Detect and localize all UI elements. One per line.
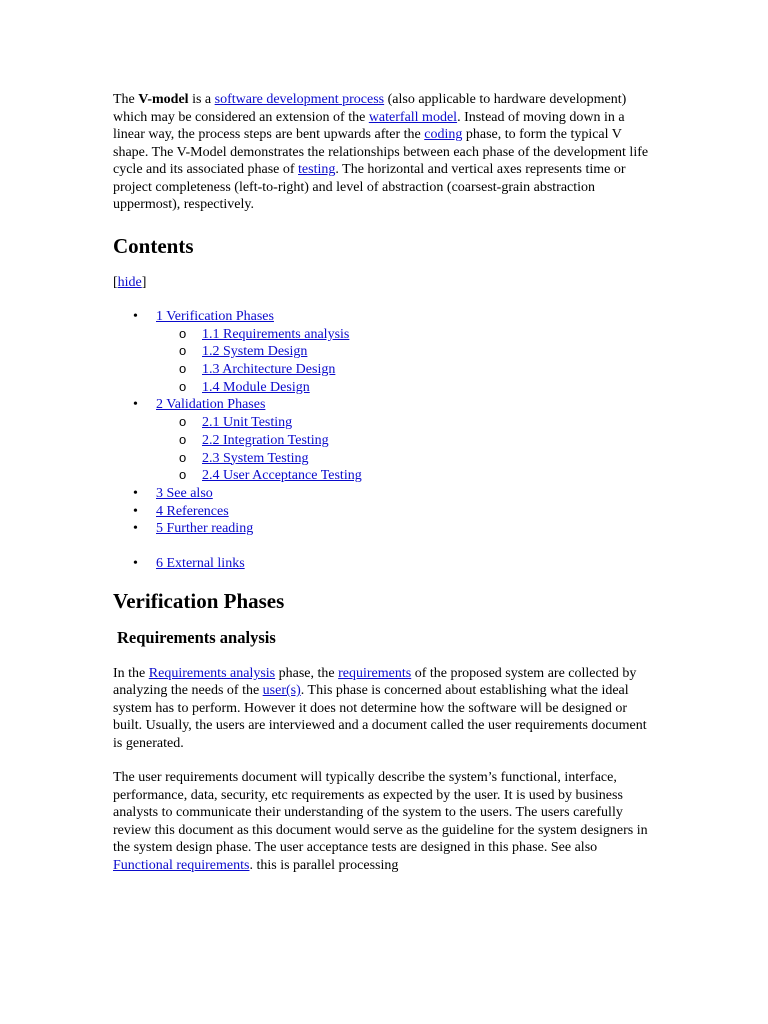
toc-item — [113, 555, 653, 573]
toc-link-user-acceptance-testing[interactable]: 2.4 User Acceptance Testing — [202, 468, 362, 484]
intro-paragraph — [113, 91, 653, 214]
toc-item — [113, 361, 653, 379]
intro-text: is a — [188, 92, 215, 107]
toc-link-see-also[interactable]: 3 See also — [156, 485, 213, 501]
requirements-analysis-link[interactable]: Requirements analysis — [148, 665, 276, 681]
software-development-process-link[interactable]: software development process — [214, 92, 385, 107]
toc-item — [113, 343, 653, 361]
users-link[interactable]: user(s) — [262, 683, 301, 699]
intro-text: phase, to form the typical V shape. The V-Model demonstrates the relationships between each phase of the development life cycle and its associated phase of — [113, 127, 649, 177]
toc-item — [113, 379, 653, 397]
requirements-link[interactable]: requirements — [338, 665, 412, 681]
toc-link-external-links[interactable]: 6 External links — [156, 555, 245, 571]
toc-link-unit-testing[interactable]: 2.1 Unit Testing — [202, 415, 293, 431]
toc-toggle — [113, 274, 653, 292]
body-text: The user requirements document will typically describe the system’s functional, interface, performance, data, security, etc requirements as expected by the user. It is used by business analysts to communicate their understanding of the system to the users. The users carefully review this document as this document would serve as the guideline for the system designers in the system design phase. The user acceptance tests are designed in this phase. See also — [113, 770, 648, 856]
body-text: phase, the — [275, 665, 339, 681]
toc-link-verification-phases[interactable]: 1 Verification Phases — [156, 309, 274, 324]
toc-item — [113, 503, 653, 521]
toc-link-architecture-design[interactable]: 1.3 Architecture Design — [202, 362, 336, 378]
toc-item — [113, 326, 653, 344]
v-model-term: V-model — [138, 92, 189, 107]
hide-toc-link[interactable]: hide — [117, 274, 142, 290]
toc-item — [113, 485, 653, 503]
body-text: In the — [113, 665, 149, 681]
toc-item — [113, 520, 653, 538]
requirements-paragraph-2 — [113, 769, 653, 874]
toc-item — [113, 467, 653, 485]
toc-link-integration-testing[interactable]: 2.2 Integration Testing — [202, 432, 329, 448]
toc-item — [113, 432, 653, 450]
verification-phases-heading: Verification Phases — [113, 588, 285, 613]
toc-link-references[interactable]: 4 References — [156, 503, 229, 519]
bracket-close: ] — [141, 274, 147, 290]
body-text: . this is parallel processing — [249, 857, 399, 873]
toc-item — [113, 308, 653, 326]
toc-link-further-reading[interactable]: 5 Further reading — [156, 521, 254, 537]
toc-item — [113, 396, 653, 414]
contents-heading: Contents — [113, 233, 194, 258]
toc-item — [113, 450, 653, 468]
intro-text: . Instead of moving down in a linear way, the process steps are bent upwards after the — [113, 109, 625, 142]
intro-text: . The horizontal and vertical axes represents time or project completeness (left-to-right) and level of abstraction (coarsest-grain abstraction uppermost), respectively. — [113, 162, 626, 212]
bracket-open: [ — [113, 274, 118, 290]
toc-link-system-testing[interactable]: 2.3 System Testing — [202, 450, 309, 466]
toc-link-module-design[interactable]: 1.4 Module Design — [202, 379, 310, 395]
intro-text: (also applicable to hardware development) which may be considered an extension of the — [113, 92, 627, 125]
body-text: . This phase is concerned about establishing what the ideal system has to perform. However it does not determine how the software will be designed or built. Usually, the users are interviewed and a document called the user requirements document is generated. — [113, 683, 647, 751]
coding-link[interactable]: coding — [424, 127, 463, 142]
toc-link-requirements-analysis[interactable]: 1.1 Requirements analysis — [202, 326, 350, 342]
body-text: of the proposed system are collected by analyzing the needs of the — [113, 665, 637, 699]
toc-link-system-design[interactable]: 1.2 System Design — [202, 344, 308, 360]
toc-link-validation-phases[interactable]: 2 Validation Phases — [156, 397, 266, 413]
requirements-analysis-heading: Requirements analysis — [117, 627, 276, 647]
toc-item — [113, 414, 653, 432]
intro-text: The — [113, 92, 139, 107]
functional-requirements-link[interactable]: Functional requirements — [113, 857, 250, 873]
table-of-contents — [113, 308, 653, 573]
article-content — [113, 91, 653, 874]
waterfall-model-link[interactable]: waterfall model — [368, 109, 458, 125]
testing-link[interactable]: testing — [298, 162, 336, 177]
requirements-paragraph-1 — [113, 665, 653, 753]
